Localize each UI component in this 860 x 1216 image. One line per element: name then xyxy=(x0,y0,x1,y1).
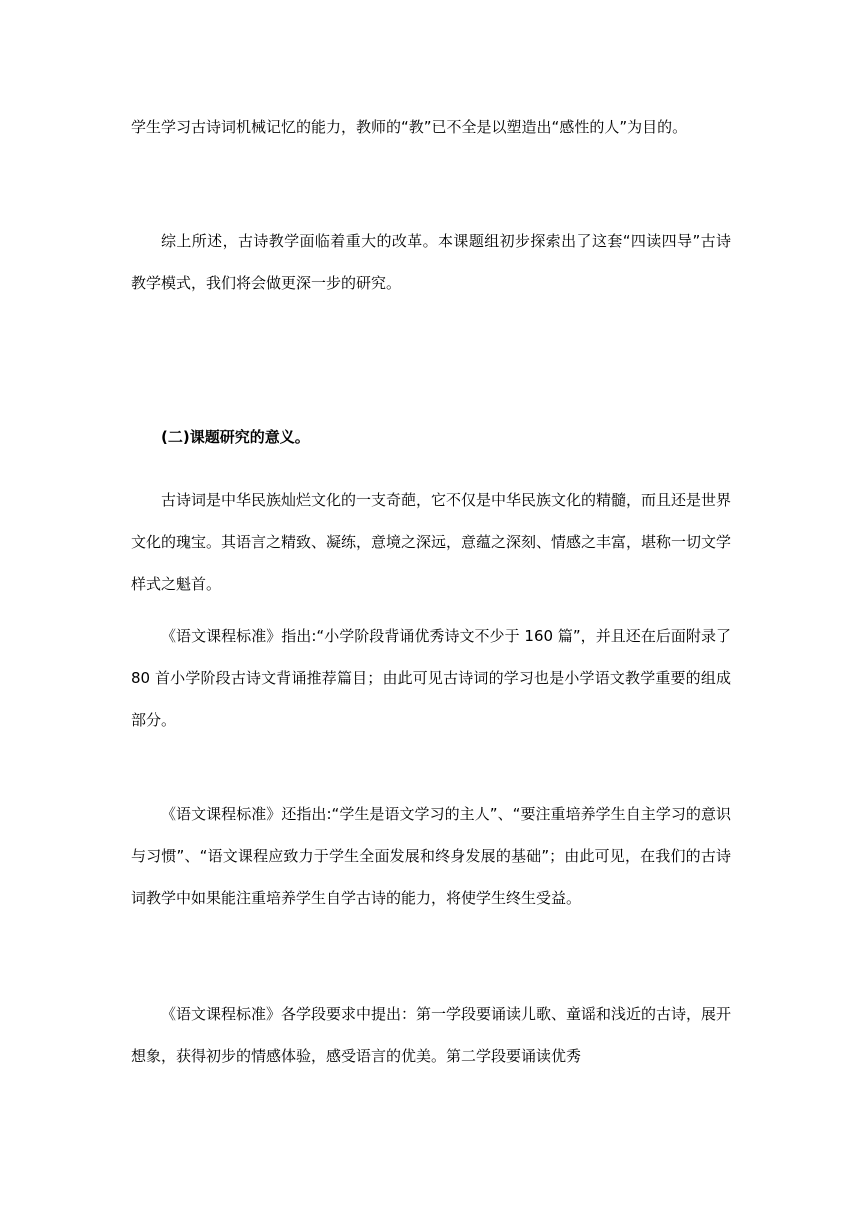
section-heading: (二)课题研究的意义。 xyxy=(161,428,310,446)
paragraph-curriculum-standard-1: 《语文课程标准》指出:“小学阶段背诵优秀诗文不少于 160 篇”，并且还在后面附录了 80 首小学阶段古诗文背诵推荐篇目；由此可见古诗词的学习也是小学语文教学重要的组成部分。 xyxy=(131,627,731,729)
paragraph-curriculum-standard-3: 《语文课程标准》各学段要求中提出：第一学段要诵读儿歌、童谣和浅近的古诗，展开想象，获得初步的情感体验，感受语言的优美。第二学段要诵读优秀 xyxy=(131,1005,732,1065)
paragraph-curriculum-standard-2: 《语文课程标准》还指出:“学生是语文学习的主人”、“要注重培养学生自主学习的意识与习惯”、“语文课程应致力于学生全面发展和终身发展的基础”；由此可见，在我们的古诗词教学中如果能注重培养学生自学古诗的能力，将使学生终生受益。 xyxy=(131,805,731,907)
paragraph-poetry-value: 古诗词是中华民族灿烂文化的一支奇葩，它不仅是中华民族文化的精髓，而且还是世界文化的瑰宝。其语言之精致、凝练，意境之深远，意蕴之深刻、情感之丰富，堪称一切文学样式之魁首。 xyxy=(131,491,732,593)
paragraph-continuation: 学生学习古诗词机械记忆的能力，教师的“教”已不全是以塑造出“感性的人”为目的。 xyxy=(131,118,688,136)
paragraph-summary: 综上所述，古诗教学面临着重大的改革。本课题组初步探索出了这套“四读四导”古诗教学模式，我们将会做更深一步的研究。 xyxy=(131,232,731,292)
